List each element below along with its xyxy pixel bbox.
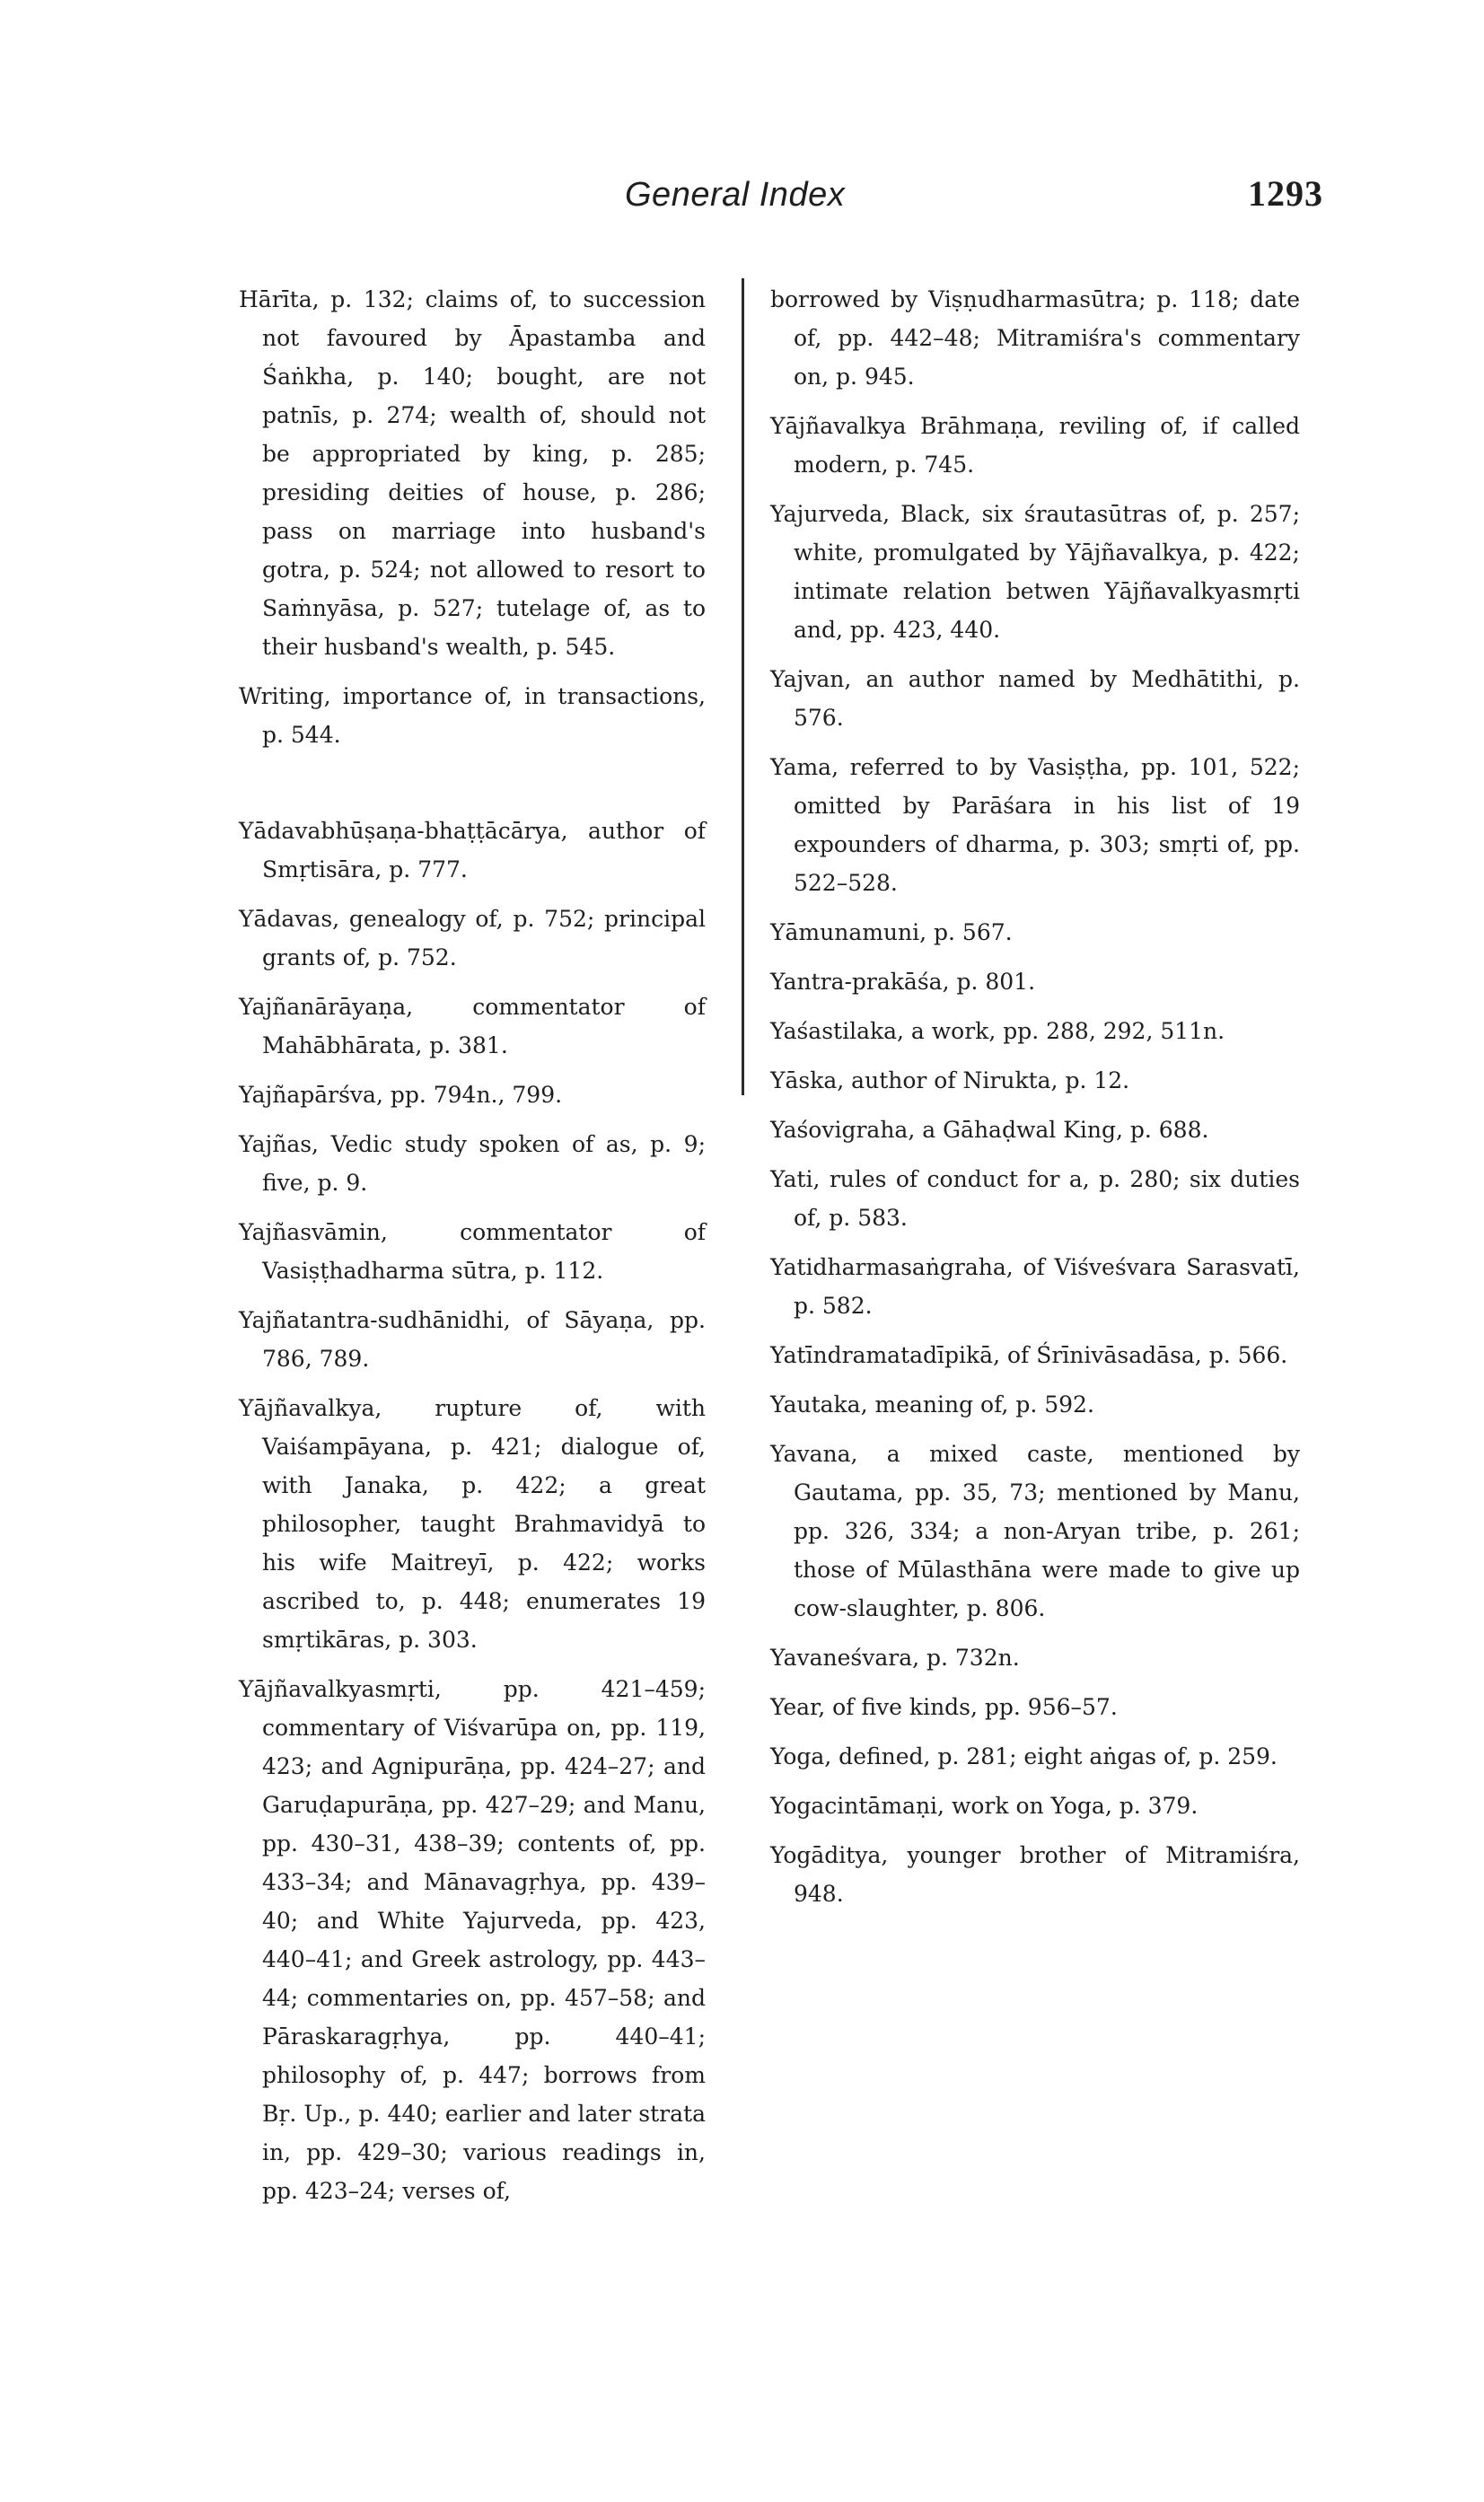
index-entry: Hārīta, p. 132; claims of, to succession not favoured by Āpastamba and Śaṅkha, p. 140; bought, are not patnīs, p. 274; wealth of, should not be appropriated by king, p. 285; presiding deities of house, p. 286; pass on marriage into husband's gotra, p. 524; not allowed to resort to Saṁnyāsa, p. 527; tutelage of, as to their husband's wealth, p. 545.	[239, 286, 706, 660]
index-entry: Yatīndramatadīpikā, of Śrīnivāsadāsa, p. 566.	[770, 1342, 1288, 1368]
right-column	[770, 280, 1300, 1913]
page-title: General Index	[625, 176, 846, 214]
index-entry: Yogāditya, younger brother of Mitramiśra, 948.	[770, 1842, 1300, 1907]
index-entry: Yajvan, an author named by Medhātithi, p. 576.	[770, 666, 1300, 731]
index-entry: Yavana, a mixed caste, mentioned by Gautama, pp. 35, 73; mentioned by Manu, pp. 326, 334; a non-Aryan tribe, p. 261; those of Mūlasthāna were made to give up cow-slaughter, p. 806.	[770, 1441, 1300, 1621]
index-entry: Yādavas, genealogy of, p. 752; principal grants of, p. 752.	[239, 906, 706, 970]
index-entry: Yajñatantra-sudhānidhi, of Sāyaṇa, pp. 786, 789.	[239, 1307, 706, 1372]
index-entry: Yajñas, Vedic study spoken of as, p. 9; five, p. 9.	[239, 1131, 706, 1196]
index-entry: Yājñavalkya Brāhmaṇa, reviling of, if called modern, p. 745.	[770, 413, 1300, 478]
index-entry: Yaśastilaka, a work, pp. 288, 292, 511n.	[770, 1018, 1225, 1044]
page-number: 1293	[1248, 173, 1323, 214]
index-entry: Yoga, defined, p. 281; eight aṅgas of, p. 259.	[770, 1743, 1278, 1769]
index-entry: Yati, rules of conduct for a, p. 280; six duties of, p. 583.	[770, 1166, 1300, 1231]
index-entry: Yajñanārāyaṇa, commentator of Mahābhārata, p. 381.	[239, 994, 706, 1058]
section-gap	[239, 754, 706, 812]
index-entry: Writing, importance of, in transactions, p. 544.	[239, 683, 706, 748]
index-entry: Yantra-prakāśa, p. 801.	[770, 969, 1036, 995]
index-entry: Yaśovigraha, a Gāhaḍwal King, p. 688.	[770, 1117, 1209, 1143]
left-column	[239, 280, 706, 2210]
running-head	[0, 173, 1484, 230]
index-entry: Year, of five kinds, pp. 956–57.	[770, 1694, 1118, 1720]
index-entry: Yādavabhūṣaṇa-bhaṭṭācārya, author of Smṛtisāra, p. 777.	[239, 818, 706, 882]
index-entry: Yavaneśvara, p. 732n.	[770, 1645, 1020, 1671]
index-entry: Yatidharmasaṅgraha, of Viśveśvara Sarasvatī, p. 582.	[770, 1254, 1300, 1319]
index-entry: Yajurveda, Black, six śrautasūtras of, p. 257; white, promulgated by Yājñavalkya, p. 422; intimate relation betwen Yājñavalkyasmṛti and, pp. 423, 440.	[770, 501, 1300, 643]
index-entry: Yajñasvāmin, commentator of Vasiṣṭhadharma sūtra, p. 112.	[239, 1219, 706, 1284]
column-divider	[742, 278, 744, 1095]
index-entry: Yautaka, meaning of, p. 592.	[770, 1391, 1094, 1418]
index-entry: Yāska, author of Nirukta, p. 12.	[770, 1067, 1130, 1093]
index-entry: Yajñapārśva, pp. 794n., 799.	[239, 1082, 563, 1108]
index-entry: Yogacintāmaṇi, work on Yoga, p. 379.	[770, 1793, 1199, 1819]
index-entry: Yāmunamuni, p. 567.	[770, 919, 1013, 945]
index-entry: Yājñavalkya, rupture of, with Vaiśampāyana, p. 421; dialogue of, with Janaka, p. 422; a great philosopher, taught Brahmavidyā to his wife Maitreyī, p. 422; works ascribed to, p. 448; enumerates 19 smṛtikāras, p. 303.	[239, 1395, 706, 1653]
index-entry: Yama, referred to by Vasiṣṭha, pp. 101, 522; omitted by Parāśara in his list of 19 expounders of dharma, p. 303; smṛti of, pp. 522–528.	[770, 754, 1300, 896]
index-entry-continued: borrowed by Viṣṇudharmasūtra; p. 118; date of, pp. 442–48; Mitramiśra's commentary on, p. 945.	[770, 286, 1300, 390]
index-entry: Yājñavalkyasmṛti, pp. 421–459; commentary of Viśvarūpa on, pp. 119, 423; and Agnipurāṇa, pp. 424–27; and Garuḍapurāṇa, pp. 427–29; and Manu, pp. 430–31, 438–39; contents of, pp. 433–34; and Mānavagṛhya, pp. 439–40; and White Yajurveda, pp. 423, 440–41; and Greek astrology, pp. 443–44; commentaries on, pp. 457–58; and Pāraskaragṛhya, pp. 440–41; philosophy of, p. 447; borrows from Bṛ. Up., p. 440; earlier and later strata in, pp. 429–30; various readings in, pp. 423–24; verses of,	[239, 1676, 706, 2204]
